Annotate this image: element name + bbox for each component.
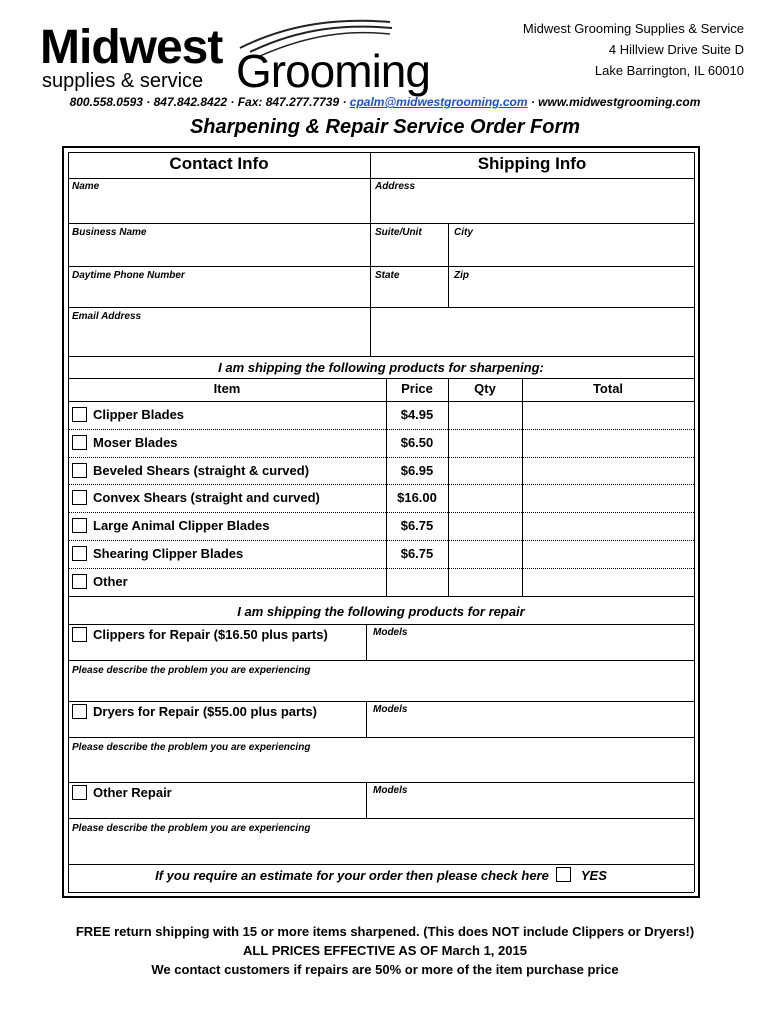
qty-field[interactable] (448, 429, 522, 457)
total-field[interactable] (522, 457, 694, 485)
total-field[interactable] (522, 429, 694, 457)
total-field[interactable] (522, 540, 694, 568)
repair-checkbox[interactable] (72, 627, 87, 642)
item-checkbox[interactable] (72, 435, 87, 450)
models-field[interactable]: Models (373, 627, 408, 638)
repair-checkbox[interactable] (72, 785, 87, 800)
email-link[interactable]: cpalm@midwestgrooming.com (349, 95, 528, 109)
estimate-row (68, 867, 694, 883)
footer-line-1: FREE return shipping with 15 or more items sharpened. (This does NOT include Clippers or Dryers!) (75, 924, 695, 939)
address-field[interactable]: Address (375, 181, 416, 192)
state-field[interactable]: State (375, 270, 400, 281)
item-price: $16.00 (397, 490, 437, 506)
contact-line (0, 95, 770, 109)
item-checkbox[interactable] (72, 463, 87, 478)
total-field[interactable] (522, 568, 694, 596)
item-label: Beveled Shears (straight & curved) (93, 462, 310, 478)
name-field[interactable]: Name (72, 181, 100, 192)
total-field[interactable] (522, 512, 694, 540)
logo-word-grooming: Grooming (236, 45, 430, 97)
company-logo (40, 18, 460, 97)
item-label: Large Animal Clipper Blades (93, 518, 270, 534)
problem-description-field[interactable]: Please describe the problem you are experiencing (72, 742, 311, 753)
shipping-info-header: Shipping Info (477, 154, 587, 173)
item-label: Convex Shears (straight and curved) (93, 490, 320, 506)
column-total: Total (592, 381, 624, 396)
repair-checkbox[interactable] (72, 704, 87, 719)
city-field[interactable]: City (454, 227, 473, 238)
item-price: $4.95 (400, 407, 434, 422)
item-label: Shearing Clipper Blades (93, 546, 244, 561)
item-checkbox[interactable] (72, 574, 87, 589)
models-field[interactable]: Models (373, 785, 408, 796)
qty-field[interactable] (448, 540, 522, 568)
item-checkbox[interactable] (72, 518, 87, 533)
company-city: Lake Barrington, IL 60010 (594, 63, 744, 78)
company-address (523, 18, 744, 81)
contact-info-header: Contact Info (169, 154, 269, 173)
item-price: $6.75 (400, 518, 434, 534)
item-price: $6.95 (400, 462, 434, 478)
estimate-text: If you require an estimate for your order then please check here (155, 868, 549, 883)
logo-tagline: supplies & service (42, 70, 204, 92)
daytime-phone-field[interactable]: Daytime Phone Number (72, 270, 185, 281)
email-address-field[interactable]: Email Address (72, 311, 142, 322)
item-price: $6.75 (400, 546, 434, 561)
column-price: Price (401, 381, 433, 396)
website-text: · www.midwestgrooming.com (527, 95, 701, 109)
item-price: $6.50 (400, 434, 434, 450)
item-checkbox[interactable] (72, 546, 87, 561)
item-checkbox[interactable] (72, 407, 87, 422)
total-field[interactable] (522, 484, 694, 512)
total-field[interactable] (522, 401, 694, 429)
problem-description-field[interactable]: Please describe the problem you are experiencing (72, 665, 311, 676)
footer-notes (0, 922, 770, 979)
repair-section-title: I am shipping the following products for repair (237, 604, 525, 619)
sharpening-section-title: I am shipping the following products for sharpening: (218, 360, 544, 375)
zip-field[interactable]: Zip (454, 270, 469, 281)
qty-field[interactable] (448, 568, 522, 596)
company-street: 4 Hillview Drive Suite D (608, 42, 744, 57)
column-item: Item (213, 381, 241, 396)
contact-phones: 800.558.0593 · 847.842.8422 · Fax: 847.277.7739 · (69, 95, 350, 109)
estimate-yes-label: YES (580, 868, 607, 883)
estimate-checkbox[interactable] (556, 867, 571, 882)
column-qty: Qty (474, 381, 496, 396)
qty-field[interactable] (448, 512, 522, 540)
footer-line-2: ALL PRICES EFFECTIVE AS OF March 1, 2015 (243, 943, 527, 958)
item-checkbox[interactable] (72, 490, 87, 505)
logo-word-midwest: Midwest (40, 21, 223, 74)
repair-item-label: Dryers for Repair ($55.00 plus parts) (93, 704, 317, 719)
problem-description-field[interactable]: Please describe the problem you are experiencing (72, 823, 311, 834)
repair-item-label: Other Repair (93, 785, 172, 800)
repair-item-label: Clippers for Repair ($16.50 plus parts) (93, 627, 328, 642)
qty-field[interactable] (448, 484, 522, 512)
qty-field[interactable] (448, 401, 522, 429)
models-field[interactable]: Models (373, 704, 408, 715)
item-label: Other (93, 573, 128, 589)
business-name-field[interactable]: Business Name (72, 227, 147, 238)
item-label: Moser Blades (93, 434, 178, 450)
footer-line-3: We contact customers if repairs are 50% or more of the item purchase price (151, 962, 619, 977)
form-title: Sharpening & Repair Service Order Form (189, 116, 581, 138)
qty-field[interactable] (448, 457, 522, 485)
item-label: Clipper Blades (93, 407, 185, 422)
order-form (62, 146, 700, 898)
suite-unit-field[interactable]: Suite/Unit (375, 227, 422, 238)
company-name: Midwest Grooming Supplies & Service (522, 21, 744, 36)
